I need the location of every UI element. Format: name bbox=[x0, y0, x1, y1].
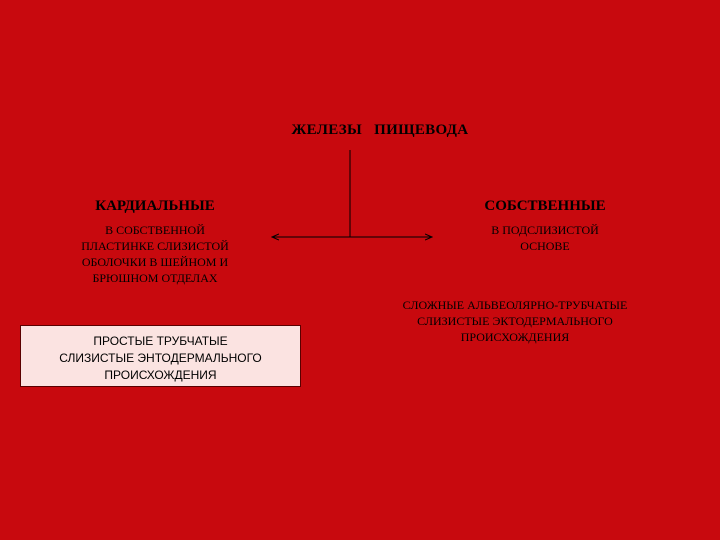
diagram-title: ЖЕЛЕЗЫ ПИЩЕВОДА bbox=[291, 122, 469, 138]
proper-glands-location bbox=[450, 222, 640, 254]
proper-glands-heading: СОБСТВЕННЫЕ bbox=[484, 198, 606, 214]
type-line: ПРОИСХОЖДЕНИЯ bbox=[460, 330, 570, 344]
location-line: ОБОЛОЧКИ В ШЕЙНОМ И bbox=[81, 255, 229, 269]
location-line: В ПОДСЛИЗИСТОЙ bbox=[491, 223, 599, 237]
location-line: БРЮШНОМ ОТДЕЛАХ bbox=[92, 271, 218, 285]
type-line: СЛИЗИСТЫЕ ЭКТОДЕРМАЛЬНОГО bbox=[417, 314, 613, 328]
location-line: ПЛАСТИНКЕ СЛИЗИСТОЙ bbox=[81, 239, 229, 253]
location-line: В СОБСТВЕННОЙ bbox=[105, 223, 205, 237]
proper-glands-type bbox=[350, 297, 680, 345]
type-line: ПРОИСХОЖДЕНИЯ bbox=[104, 368, 217, 382]
type-line: ПРОСТЫЕ ТРУБЧАТЫЕ bbox=[93, 334, 228, 348]
type-line: СЛОЖНЫЕ АЛЬВЕОЛЯРНО-ТРУБЧАТЫЕ bbox=[402, 298, 628, 312]
cardiac-glands-location bbox=[50, 222, 260, 286]
cardiac-glands-heading: КАРДИАЛЬНЫЕ bbox=[95, 198, 215, 214]
location-line: ОСНОВЕ bbox=[520, 239, 570, 253]
type-line: СЛИЗИСТЫЕ ЭНТОДЕРМАЛЬНОГО bbox=[59, 351, 262, 365]
cardiac-glands-type-box bbox=[20, 325, 301, 387]
